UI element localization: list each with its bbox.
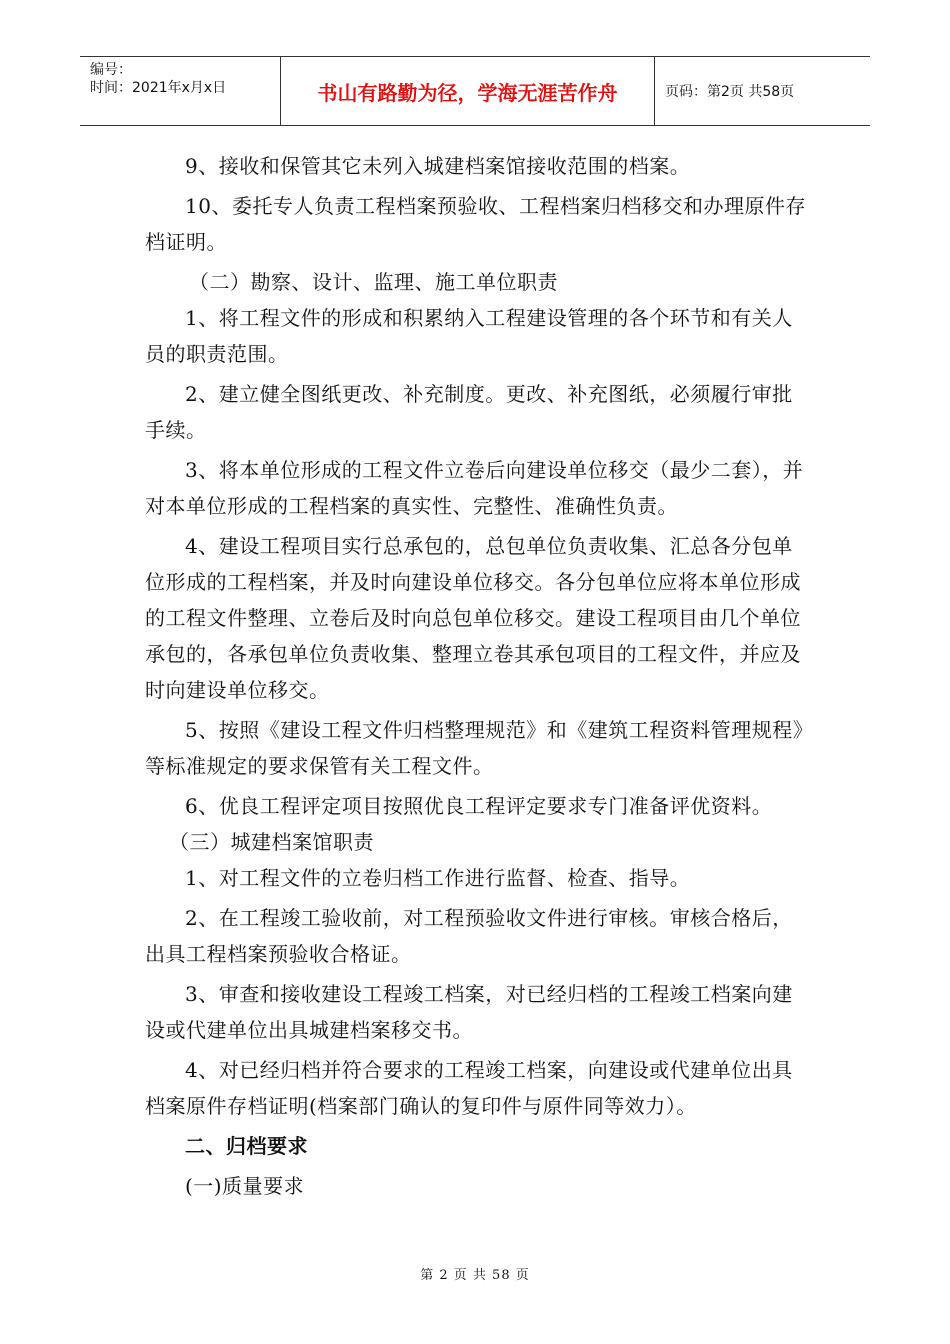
paragraph: 10、委托专人负责工程档案预验收、工程档案归档移交和办理原件存档证明。 bbox=[145, 194, 806, 254]
document-body bbox=[145, 148, 810, 1204]
header-page-info: 页码：第2页 共58页 bbox=[665, 84, 795, 100]
document-header bbox=[80, 56, 870, 126]
chapter-heading: 二、归档要求 bbox=[185, 1134, 308, 1158]
number-label: 编号： bbox=[90, 62, 132, 78]
paragraph: 5、按照《建设工程文件归档整理规范》和《建筑工程资料管理规程》等标准规定的要求保管有关工程文件。 bbox=[145, 718, 804, 778]
section-heading: （三）城建档案馆职责 bbox=[169, 830, 374, 854]
header-meta bbox=[80, 57, 281, 125]
paragraph: 2、建立健全图纸更改、补充制度。更改、补充图纸，必须履行审批手续。 bbox=[145, 382, 793, 442]
paragraph: 4、建设工程项目实行总承包的，总包单位负责收集、汇总各分包单位形成的工程档案，并及时向建设单位移交。各分包单位应将本单位形成的工程文件整理、立卷后及时向总包单位移交。建设工程项目由几个单位承包的，各承包单位负责收集、整理立卷其承包项目的工程文件，并应及时向建设单位移交。 bbox=[145, 534, 801, 702]
paragraph: 9、接收和保管其它未列入城建档案馆接收范围的档案。 bbox=[185, 154, 691, 178]
paragraph: 3、将本单位形成的工程文件立卷后向建设单位移交（最少二套），并对本单位形成的工程档案的真实性、完整性、准确性负责。 bbox=[145, 458, 804, 518]
paragraph: 2、在工程竣工验收前，对工程预验收文件进行审核。审核合格后，出具工程档案预验收合格证。 bbox=[145, 906, 793, 966]
time-label: 时间：2021年x月x日 bbox=[90, 80, 227, 96]
paragraph: 4、对已经归档并符合要求的工程竣工档案，向建设或代建单位出具档案原件存档证明(档案部门确认的复印件与原件同等效力）。 bbox=[145, 1058, 793, 1118]
paragraph: 1、将工程文件的形成和积累纳入工程建设管理的各个环节和有关人员的职责范围。 bbox=[145, 306, 793, 366]
paragraph: 1、对工程文件的立卷归档工作进行监督、检查、指导。 bbox=[185, 866, 691, 890]
paragraph: 3、审查和接收建设工程竣工档案，对已经归档的工程竣工档案向建设或代建单位出具城建档案移交书。 bbox=[145, 982, 793, 1042]
subsection-heading: (一)质量要求 bbox=[185, 1174, 305, 1198]
paragraph: 6、优良工程评定项目按照优良工程评定要求专门准备评优资料。 bbox=[185, 794, 773, 818]
section-heading: （二）勘察、设计、监理、施工单位职责 bbox=[189, 270, 558, 294]
header-motto: 书山有路勤为径，学海无涯苦作舟 bbox=[281, 57, 655, 125]
page-footer: 第 2 页 共 58 页 bbox=[420, 1268, 530, 1283]
